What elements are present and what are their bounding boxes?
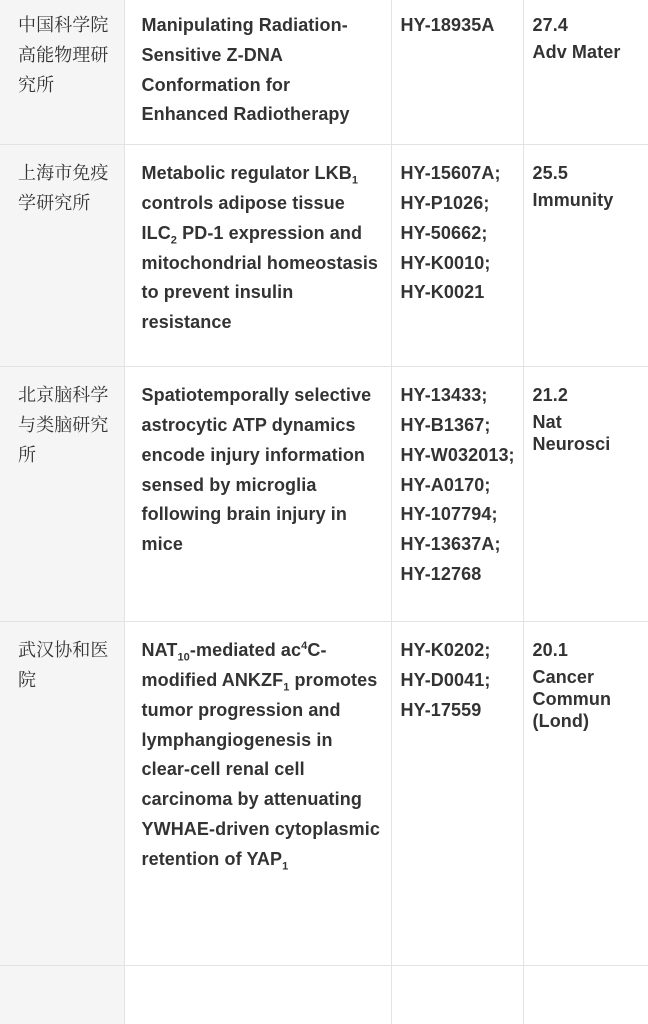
product-ids-cell bbox=[391, 622, 523, 966]
institution-cell: 中国科学院高能物理研究所 bbox=[0, 0, 124, 145]
impact-factor: 21.2 bbox=[532, 385, 568, 406]
paper-title-cell: $NAT_{10}$-mediated $ac^4C$-modified $ANKZF_1$ promotes tumor progression and lymphangiogenesis in clear-cell renal cell carcinoma by attenuating YWHAE-driven cytoplasmic retention of $YAP_1$ bbox=[124, 622, 391, 966]
product-id: HY-13637A; bbox=[400, 534, 501, 555]
product-id: HY-15607A; bbox=[400, 163, 501, 184]
product-id: HY-50662; bbox=[400, 222, 488, 243]
product-id: HY-K0202; bbox=[400, 640, 491, 661]
product-id: HY-K0010; bbox=[400, 252, 491, 273]
impact-factor: 20.1 bbox=[532, 640, 568, 661]
product-ids-cell bbox=[391, 145, 523, 367]
impact-factor: 27.4 bbox=[532, 15, 568, 35]
impact-journal-cell bbox=[523, 622, 648, 966]
impact-factor: 25.5 bbox=[532, 163, 568, 184]
paper-title-cell bbox=[124, 966, 391, 1024]
table-row bbox=[0, 966, 648, 1024]
product-id: HY-A0170; bbox=[400, 474, 491, 495]
journal-name: Nat Neurosci bbox=[532, 411, 611, 454]
product-id: HY-12768 bbox=[400, 563, 482, 584]
product-id: HY-D0041; bbox=[400, 669, 491, 690]
institution-cell: 武汉协和医院 bbox=[0, 622, 124, 966]
table-row bbox=[0, 0, 648, 145]
impact-journal-cell bbox=[523, 966, 648, 1024]
product-ids-cell bbox=[391, 367, 523, 622]
paper-title-cell: Manipulating Radiation-Sensitive Z-DNA Conformation for Enhanced Radiotherapy bbox=[124, 0, 391, 145]
journal-name: Cancer Commun (Lond) bbox=[532, 666, 612, 731]
journal-name: Adv Mater bbox=[532, 41, 621, 62]
paper-title-cell: Spatiotemporally selective astrocytic ATP dynamics encode injury information sensed by microglia following brain injury in mice bbox=[124, 367, 391, 622]
product-id: HY-13433; bbox=[400, 385, 488, 406]
product-id: HY-107794; bbox=[400, 504, 498, 525]
table-row bbox=[0, 145, 648, 367]
product-id: HY-W032013; bbox=[400, 444, 515, 465]
institution-cell: 上海市免疫学研究所 bbox=[0, 145, 124, 367]
product-id: HY-P1026; bbox=[400, 192, 490, 213]
impact-journal-cell bbox=[523, 0, 648, 145]
product-ids-cell bbox=[391, 0, 523, 145]
product-id: HY-B1367; bbox=[400, 414, 491, 435]
table-row bbox=[0, 622, 648, 966]
impact-journal-cell bbox=[523, 367, 648, 622]
product-id: HY-K0021 bbox=[400, 282, 485, 303]
institution-cell: 北京脑科学与类脑研究所 bbox=[0, 367, 124, 622]
table-row bbox=[0, 367, 648, 622]
product-id: HY-17559 bbox=[400, 699, 482, 720]
journal-name: Immunity bbox=[532, 189, 614, 210]
institution-cell bbox=[0, 966, 124, 1024]
paper-title-cell: Metabolic regulator $LKB_1$ controls adipose tissue $ILC_2$ PD-1 expression and mitochondrial homeostasis to prevent insulin resistance bbox=[124, 145, 391, 367]
product-id: HY-18935A bbox=[400, 15, 495, 35]
product-ids-cell bbox=[391, 966, 523, 1024]
impact-journal-cell bbox=[523, 145, 648, 367]
